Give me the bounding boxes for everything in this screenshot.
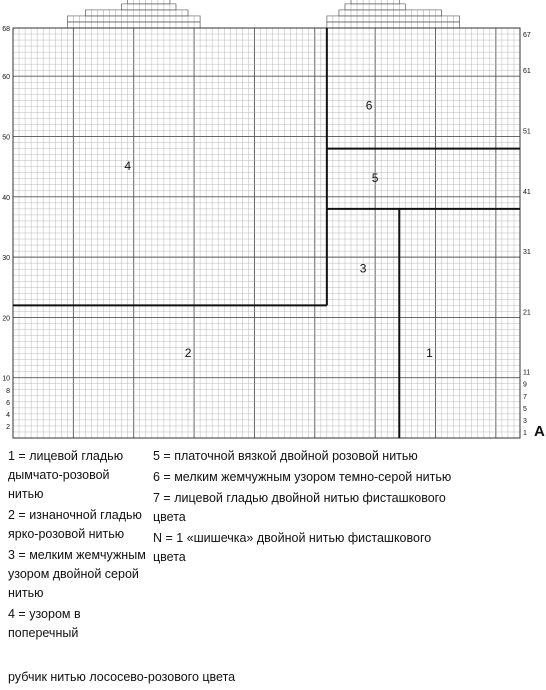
row-number-left: 2 xyxy=(6,423,10,431)
zone-label-1: 1 xyxy=(426,345,433,360)
row-number-left: 40 xyxy=(2,194,10,202)
zone-label-4: 4 xyxy=(124,158,132,173)
row-number-left: 20 xyxy=(2,315,10,323)
left-shoulder-step xyxy=(128,0,170,4)
row-number-right: 3 xyxy=(523,417,527,425)
row-number-right: 9 xyxy=(523,381,527,389)
legend-item-3: 3 = мелким жемчужным узором двойной серой нитью xyxy=(8,548,146,600)
row-number-left: 6 xyxy=(6,399,10,407)
row-number-left: 68 xyxy=(2,26,10,33)
legend-item-n: N = 1 «шишечка» двойной нитью фисташкового цвета xyxy=(153,531,432,564)
legend-item-7: 7 = лицевой гладью двойной нитью фисташкового цвета xyxy=(153,491,446,524)
legend-item-4: 4 = узором в поперечный xyxy=(8,607,81,640)
row-number-right: 21 xyxy=(523,309,531,317)
row-number-left: 30 xyxy=(2,255,10,263)
row-number-right: 31 xyxy=(523,249,531,257)
row-number-left: 4 xyxy=(6,411,10,419)
legend-item-6: 6 = мелким жемчужным узором темно-серой нитью xyxy=(153,470,452,484)
left-shoulder-step xyxy=(85,10,188,16)
row-number-right: 41 xyxy=(523,188,531,196)
legend-column-right xyxy=(153,447,453,567)
legend-column-left xyxy=(8,447,148,643)
row-number-left: 10 xyxy=(2,375,10,383)
row-number-right: 51 xyxy=(523,128,531,136)
right-shoulder-step xyxy=(339,10,442,16)
zone-label-5: 5 xyxy=(371,170,379,185)
row-number-left: 50 xyxy=(2,134,10,142)
chart-marker-a: A xyxy=(534,423,545,440)
row-number-right: 1 xyxy=(523,429,527,437)
legend-item-1: 1 = лицевой гладью дымчато-розовой нитью xyxy=(8,449,124,501)
zone-label-6: 6 xyxy=(365,98,373,113)
legend-item-5: 5 = платочной вязкой двойной розовой нитью xyxy=(153,449,418,463)
left-shoulder-step xyxy=(122,4,176,10)
legend-item-4-continuation: рубчик нитью лососево-розового цвета xyxy=(8,670,236,684)
row-number-right: 7 xyxy=(523,393,527,401)
row-number-right: 11 xyxy=(523,369,531,377)
zone-label-3: 3 xyxy=(359,261,367,276)
row-number-right: 61 xyxy=(523,68,531,76)
row-number-left: 60 xyxy=(2,74,10,82)
legend-item-2: 2 = изнаночной гладью ярко-розовой нитью xyxy=(8,508,142,541)
chart-grid xyxy=(13,28,520,438)
row-number-left: 8 xyxy=(6,387,10,395)
row-number-right: 5 xyxy=(523,405,527,413)
row-number-right: 67 xyxy=(523,32,531,40)
zone-label-2: 2 xyxy=(184,345,192,360)
